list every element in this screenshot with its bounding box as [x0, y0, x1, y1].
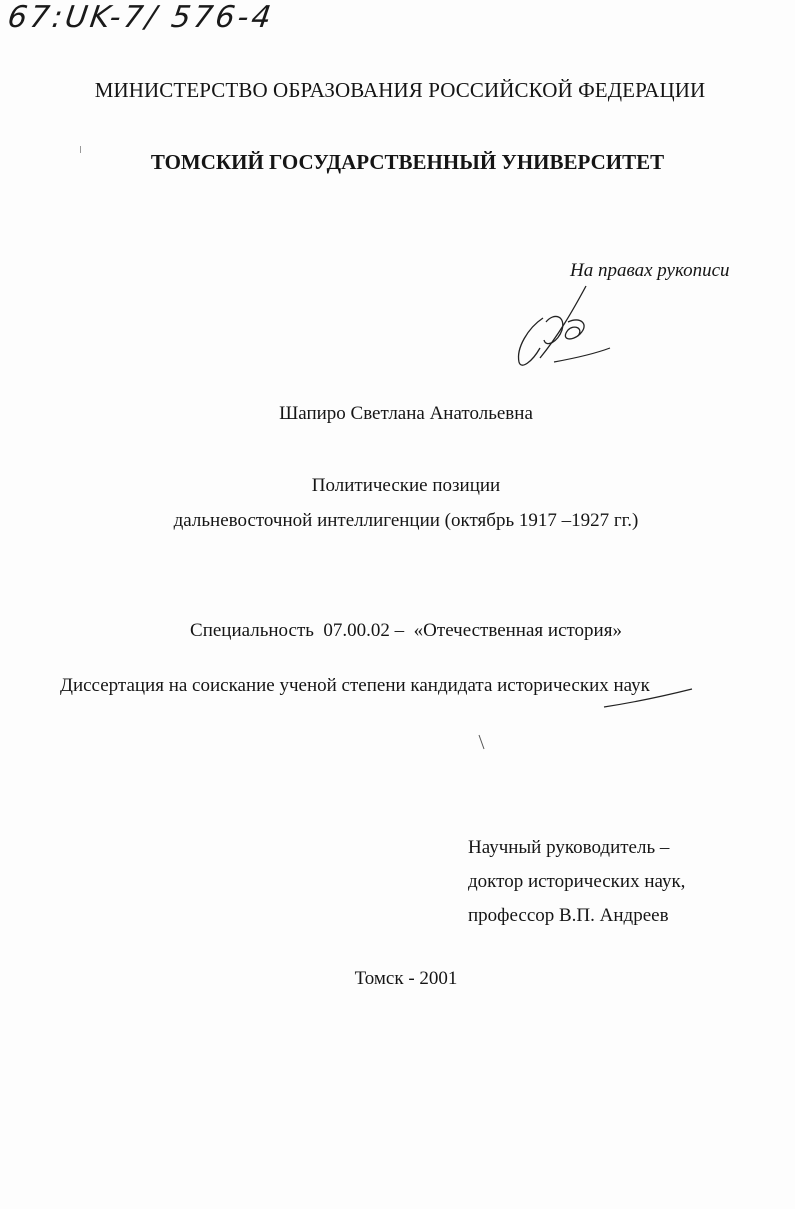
thesis-title-line2: дальневосточной интеллигенции (октябрь 1917 –1927 гг.)	[173, 510, 639, 531]
handwritten-archive-mark: 67:UK-7/ 576-4	[5, 0, 277, 35]
signature-icon	[510, 282, 620, 374]
supervisor-line3: профессор В.П. Андреев	[468, 905, 669, 926]
supervisor-line2: доктор исторических наук,	[468, 871, 686, 892]
specialty-line: Специальность 07.00.02 – «Отечественная история»	[190, 620, 622, 641]
rights-note: На правах рукописи	[570, 260, 730, 281]
author-name: Шапиро Светлана Анатольевна	[279, 403, 533, 424]
supervisor-line1: Научный руководитель –	[468, 837, 670, 858]
thesis-title-line1: Политические позиции	[311, 475, 501, 496]
city-year: Томск - 2001	[354, 968, 458, 989]
supervisor-block	[468, 831, 685, 933]
pen-tick-icon	[476, 733, 488, 753]
pen-stroke-icon	[600, 685, 700, 715]
university-heading: ТОМСКИЙ ГОСУДАРСТВЕННЫЙ УНИВЕРСИТЕТ	[150, 150, 665, 174]
degree-line: Диссертация на соискание ученой степени кандидата исторических наук	[60, 675, 650, 696]
ministry-heading: МИНИСТЕРСТВО ОБРАЗОВАНИЯ РОССИЙСКОЙ ФЕДЕРАЦИИ	[94, 78, 706, 102]
